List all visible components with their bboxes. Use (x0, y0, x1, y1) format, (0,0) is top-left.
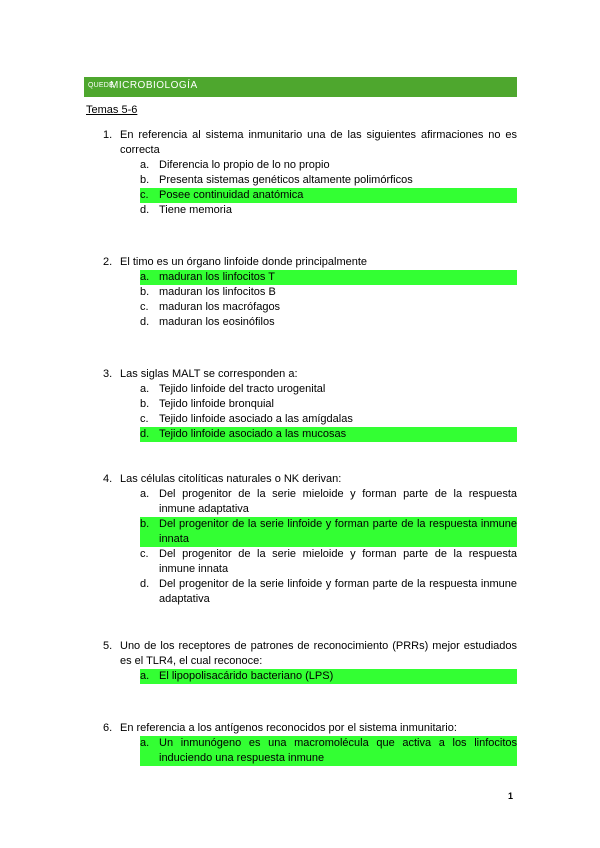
option-list (103, 270, 517, 330)
option-letter: c. (140, 301, 149, 313)
option-3-4 (140, 427, 517, 442)
option-list (103, 736, 517, 766)
question-text: Las siglas MALT se corresponden a: (120, 368, 298, 380)
option-3-1 (140, 382, 517, 397)
question-text: El timo es un órgano linfoide donde principalmente (120, 256, 368, 268)
option-letter: a. (140, 488, 150, 500)
option-letter: d. (140, 316, 150, 328)
option-text-highlighted: El lipopolisacárido bacteriano (LPS) (159, 670, 334, 682)
option-text: maduran los linfocitos B (159, 286, 276, 298)
question-4 (103, 472, 517, 607)
option-text: Tejido linfoide bronquial (159, 398, 274, 410)
option-text-highlighted: Un inmunógeno es una macromolécula que activa a los linfocitos induciendo una respuesta inmune (159, 737, 517, 764)
option-text: Tejido linfoide asociado a las amígdalas (159, 413, 353, 425)
option-2-4 (140, 315, 517, 330)
option-1-4 (140, 203, 517, 218)
option-text: maduran los macrófagos (159, 301, 281, 313)
question-5 (103, 639, 517, 684)
option-text: Del progenitor de la serie mieloide y forman parte de la respuesta inmune adaptativa (159, 488, 517, 515)
option-letter: c. (140, 548, 149, 560)
question-1 (103, 128, 517, 218)
question-6 (103, 721, 517, 766)
option-letter: b. (140, 286, 150, 298)
option-text: Tiene memoria (159, 204, 232, 216)
header-brand: QUEDE (88, 82, 114, 89)
option-list (103, 669, 517, 684)
header-bar (84, 77, 517, 97)
question-number: 2. (103, 256, 113, 268)
option-1-2 (140, 173, 517, 188)
option-letter: b. (140, 518, 150, 530)
option-letter: a. (140, 159, 150, 171)
option-4-1 (140, 487, 517, 517)
option-2-1 (140, 270, 517, 285)
option-text: Del progenitor de la serie linfoide y forman parte de la respuesta inmune adaptativa (159, 578, 517, 605)
question-text: Las células citolíticas naturales o NK derivan: (120, 473, 342, 485)
option-text: Diferencia lo propio de lo no propio (159, 159, 330, 171)
option-letter: b. (140, 398, 150, 410)
option-letter: c. (140, 413, 149, 425)
question-2 (103, 255, 517, 330)
question-text: En referencia al sistema inmunitario una de las siguientes afirmaciones no es correcta (120, 129, 517, 156)
question-3 (103, 367, 517, 442)
option-4-4 (140, 577, 517, 607)
option-letter: d. (140, 428, 150, 440)
option-list (103, 382, 517, 442)
option-list (103, 158, 517, 218)
option-1-1 (140, 158, 517, 173)
question-text: Uno de los receptores de patrones de reconocimiento (PRRs) mejor estudiados es el TLR4, el cual reconoce: (120, 640, 517, 667)
option-letter: c. (140, 189, 149, 201)
option-letter: d. (140, 204, 150, 216)
option-text: maduran los eosinófilos (159, 316, 275, 328)
header-title: MICROBIOLOGÍA (110, 80, 198, 91)
question-number: 1. (103, 129, 113, 141)
question-number: 5. (103, 640, 113, 652)
question-text: En referencia a los antígenos reconocidos por el sistema inmunitario: (120, 722, 457, 734)
option-text: Del progenitor de la serie mieloide y forman parte de la respuesta inmune innata (159, 548, 517, 575)
question-number: 3. (103, 368, 113, 380)
option-2-3 (140, 300, 517, 315)
option-6-1 (140, 736, 517, 766)
option-3-3 (140, 412, 517, 427)
option-letter: a. (140, 737, 150, 749)
option-text-highlighted: maduran los linfocitos T (159, 271, 275, 283)
option-letter: d. (140, 578, 150, 590)
option-list (103, 487, 517, 607)
option-text: Presenta sistemas genéticos altamente polimórficos (159, 174, 413, 186)
option-4-3 (140, 547, 517, 577)
option-letter: a. (140, 271, 150, 283)
option-3-2 (140, 397, 517, 412)
option-letter: a. (140, 670, 150, 682)
option-1-3 (140, 188, 517, 203)
question-number: 4. (103, 473, 113, 485)
option-2-2 (140, 285, 517, 300)
page-number: 1 (508, 791, 514, 801)
option-4-2 (140, 517, 517, 547)
option-text-highlighted: Tejido linfoide asociado a las mucosas (159, 428, 347, 440)
option-text-highlighted: Del progenitor de la serie linfoide y forman parte de la respuesta inmune innata (159, 518, 517, 545)
option-letter: b. (140, 174, 150, 186)
option-5-1 (140, 669, 517, 684)
question-number: 6. (103, 722, 113, 734)
option-text: Tejido linfoide del tracto urogenital (159, 383, 326, 395)
option-text-highlighted: Posee continuidad anatómica (159, 189, 304, 201)
option-letter: a. (140, 383, 150, 395)
section-title: Temas 5-6 (86, 104, 138, 116)
